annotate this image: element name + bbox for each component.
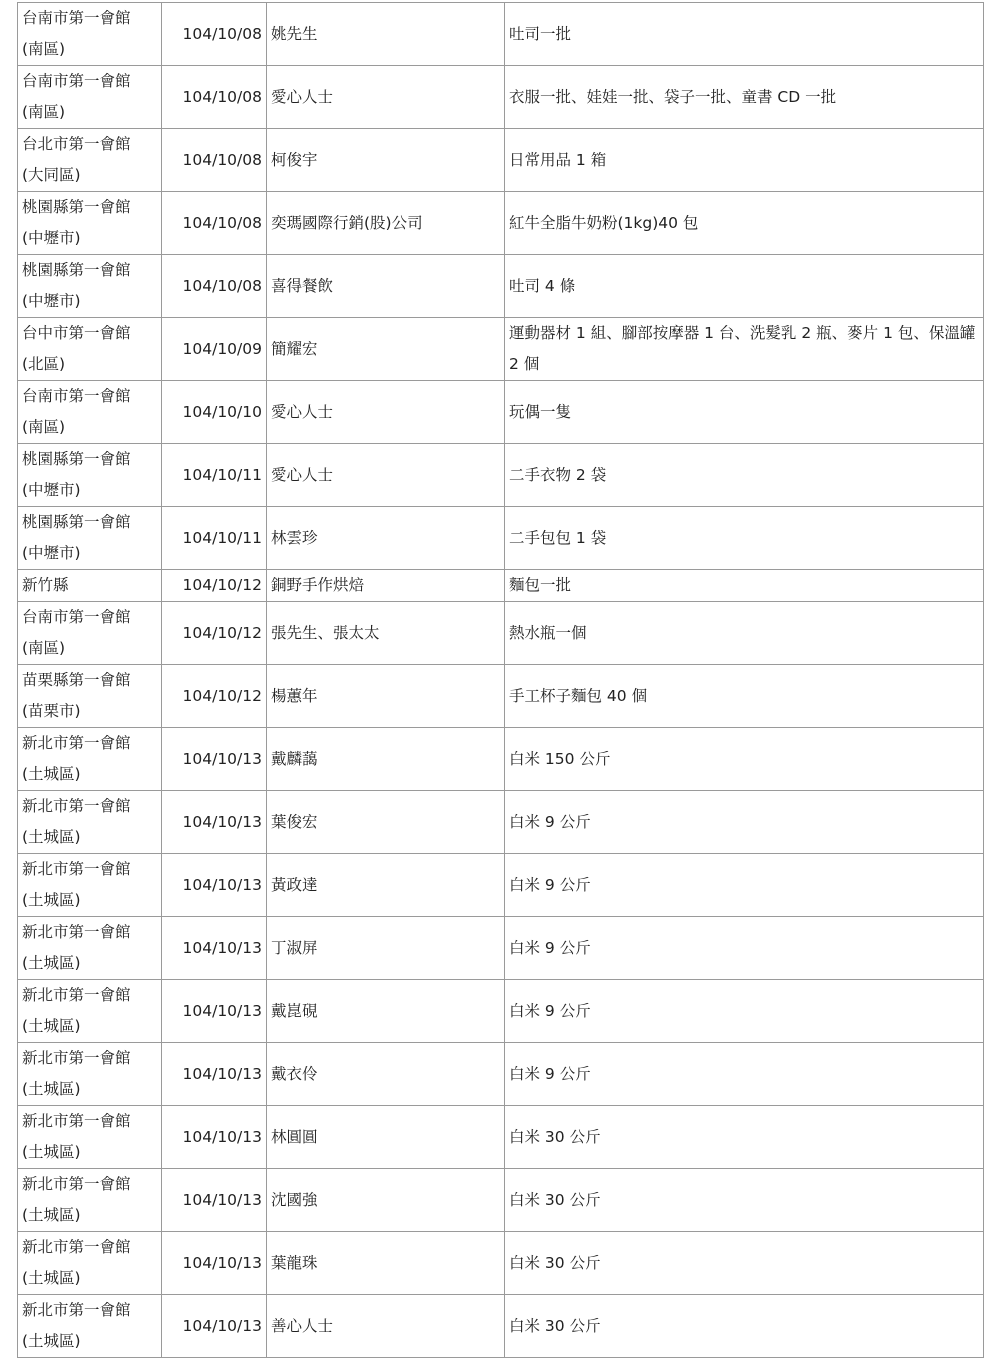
- location-line: 桃園縣第一會館: [22, 198, 131, 216]
- table-row: [18, 1232, 984, 1295]
- location-cell: [18, 602, 162, 665]
- date-cell: 104/10/12: [162, 602, 267, 665]
- location-line: (土城區): [22, 1080, 81, 1098]
- date-cell: 104/10/13: [162, 854, 267, 917]
- item-cell: 白米 30 公斤: [505, 1106, 984, 1169]
- location-cell: [18, 192, 162, 255]
- donor-cell: 姚先生: [267, 3, 505, 66]
- location-cell: [18, 570, 162, 602]
- location-line: 新北市第一會館: [22, 1301, 131, 1319]
- donor-cell: 戴衣伶: [267, 1043, 505, 1106]
- location-cell: [18, 1169, 162, 1232]
- donation-table: [17, 2, 984, 1358]
- item-cell: 麵包一批: [505, 570, 984, 602]
- table-row: [18, 444, 984, 507]
- item-cell: 白米 9 公斤: [505, 1043, 984, 1106]
- donor-cell: 黃政達: [267, 854, 505, 917]
- donor-cell: 戴麟藹: [267, 728, 505, 791]
- location-line: 台南市第一會館: [22, 387, 131, 405]
- table-row: [18, 255, 984, 318]
- location-line: (土城區): [22, 1269, 81, 1287]
- item-cell: 紅牛全脂牛奶粉(1kg)40 包: [505, 192, 984, 255]
- donor-cell: 愛心人士: [267, 381, 505, 444]
- location-line: 台中市第一會館: [22, 324, 131, 342]
- table-row: [18, 791, 984, 854]
- location-line: 台南市第一會館: [22, 72, 131, 90]
- item-cell: 運動器材 1 組、腳部按摩器 1 台、洗髮乳 2 瓶、麥片 1 包、保溫罐 2 個: [505, 318, 984, 381]
- donor-cell: 柯俊宇: [267, 129, 505, 192]
- donor-cell: 葉龍珠: [267, 1232, 505, 1295]
- date-cell: 104/10/13: [162, 917, 267, 980]
- donation-table-body: [18, 3, 984, 1358]
- location-cell: [18, 255, 162, 318]
- location-line: 新北市第一會館: [22, 1049, 131, 1067]
- location-line: (中壢市): [22, 544, 81, 562]
- table-row: [18, 318, 984, 381]
- location-cell: [18, 791, 162, 854]
- table-row: [18, 66, 984, 129]
- item-cell: 白米 30 公斤: [505, 1232, 984, 1295]
- item-cell: 吐司一批: [505, 3, 984, 66]
- item-cell: 熱水瓶一個: [505, 602, 984, 665]
- location-line: (中壢市): [22, 229, 81, 247]
- donor-cell: 葉俊宏: [267, 791, 505, 854]
- location-line: 新北市第一會館: [22, 797, 131, 815]
- date-cell: 104/10/13: [162, 980, 267, 1043]
- donor-cell: 楊蕙年: [267, 665, 505, 728]
- location-cell: [18, 854, 162, 917]
- item-cell: 日常用品 1 箱: [505, 129, 984, 192]
- donor-cell: 喜得餐飲: [267, 255, 505, 318]
- location-line: (土城區): [22, 954, 81, 972]
- date-cell: 104/10/08: [162, 66, 267, 129]
- item-cell: 白米 9 公斤: [505, 917, 984, 980]
- date-cell: 104/10/13: [162, 1043, 267, 1106]
- location-cell: [18, 665, 162, 728]
- date-cell: 104/10/11: [162, 507, 267, 570]
- table-row: [18, 728, 984, 791]
- table-row: [18, 3, 984, 66]
- date-cell: 104/10/08: [162, 3, 267, 66]
- donor-cell: 善心人士: [267, 1295, 505, 1358]
- item-cell: 吐司 4 條: [505, 255, 984, 318]
- donor-cell: 奕瑪國際行銷(股)公司: [267, 192, 505, 255]
- date-cell: 104/10/11: [162, 444, 267, 507]
- date-cell: 104/10/10: [162, 381, 267, 444]
- table-row: [18, 507, 984, 570]
- location-line: 台南市第一會館: [22, 9, 131, 27]
- date-cell: 104/10/08: [162, 255, 267, 318]
- donor-cell: 銅野手作烘焙: [267, 570, 505, 602]
- location-line: (大同區): [22, 166, 81, 184]
- location-line: (苗栗市): [22, 702, 81, 720]
- location-line: 新北市第一會館: [22, 1112, 131, 1130]
- item-cell: 白米 9 公斤: [505, 980, 984, 1043]
- date-cell: 104/10/13: [162, 1232, 267, 1295]
- item-cell: 白米 9 公斤: [505, 791, 984, 854]
- location-cell: [18, 1295, 162, 1358]
- location-line: 桃園縣第一會館: [22, 513, 131, 531]
- table-row: [18, 602, 984, 665]
- date-cell: 104/10/12: [162, 570, 267, 602]
- location-line: (土城區): [22, 1143, 81, 1161]
- location-cell: [18, 728, 162, 791]
- donor-cell: 張先生、張太太: [267, 602, 505, 665]
- location-line: (南區): [22, 40, 66, 58]
- date-cell: 104/10/13: [162, 1106, 267, 1169]
- table-row: [18, 854, 984, 917]
- location-cell: [18, 980, 162, 1043]
- location-line: 新北市第一會館: [22, 986, 131, 1004]
- location-line: 新北市第一會館: [22, 923, 131, 941]
- donor-cell: 戴崑硯: [267, 980, 505, 1043]
- location-cell: [18, 381, 162, 444]
- location-line: (土城區): [22, 765, 81, 783]
- location-line: 新北市第一會館: [22, 1175, 131, 1193]
- table-row: [18, 917, 984, 980]
- location-line: (土城區): [22, 891, 81, 909]
- table-row: [18, 192, 984, 255]
- donor-cell: 沈國強: [267, 1169, 505, 1232]
- location-line: (土城區): [22, 1206, 81, 1224]
- location-line: (土城區): [22, 1332, 81, 1350]
- location-line: (中壢市): [22, 292, 81, 310]
- location-line: 新北市第一會館: [22, 860, 131, 878]
- location-line: (中壢市): [22, 481, 81, 499]
- location-line: 台北市第一會館: [22, 135, 131, 153]
- location-line: 苗栗縣第一會館: [22, 671, 131, 689]
- location-cell: [18, 1232, 162, 1295]
- location-cell: [18, 3, 162, 66]
- location-cell: [18, 318, 162, 381]
- location-cell: [18, 1106, 162, 1169]
- item-cell: 玩偶一隻: [505, 381, 984, 444]
- location-line: 新北市第一會館: [22, 1238, 131, 1256]
- table-row: [18, 1295, 984, 1358]
- donor-cell: 林圓圓: [267, 1106, 505, 1169]
- date-cell: 104/10/13: [162, 791, 267, 854]
- location-line: 桃園縣第一會館: [22, 261, 131, 279]
- item-cell: 二手包包 1 袋: [505, 507, 984, 570]
- location-cell: [18, 1043, 162, 1106]
- donor-cell: 愛心人士: [267, 444, 505, 507]
- donor-cell: 愛心人士: [267, 66, 505, 129]
- donor-cell: 簡耀宏: [267, 318, 505, 381]
- date-cell: 104/10/13: [162, 1295, 267, 1358]
- location-line: (南區): [22, 418, 66, 436]
- location-line: 台南市第一會館: [22, 608, 131, 626]
- date-cell: 104/10/08: [162, 192, 267, 255]
- item-cell: 白米 9 公斤: [505, 854, 984, 917]
- table-row: [18, 1106, 984, 1169]
- location-cell: [18, 129, 162, 192]
- location-line: (南區): [22, 639, 66, 657]
- location-line: (土城區): [22, 1017, 81, 1035]
- location-line: 新北市第一會館: [22, 734, 131, 752]
- date-cell: 104/10/12: [162, 665, 267, 728]
- table-row: [18, 665, 984, 728]
- date-cell: 104/10/13: [162, 728, 267, 791]
- table-row: [18, 570, 984, 602]
- item-cell: 白米 30 公斤: [505, 1169, 984, 1232]
- location-line: (土城區): [22, 828, 81, 846]
- table-row: [18, 381, 984, 444]
- donor-cell: 丁淑屏: [267, 917, 505, 980]
- donor-cell: 林雲珍: [267, 507, 505, 570]
- item-cell: 手工杯子麵包 40 個: [505, 665, 984, 728]
- table-row: [18, 980, 984, 1043]
- location-line: (北區): [22, 355, 66, 373]
- location-cell: [18, 917, 162, 980]
- location-line: (南區): [22, 103, 66, 121]
- location-cell: [18, 507, 162, 570]
- location-line: 新竹縣: [22, 576, 69, 594]
- location-line: 桃園縣第一會館: [22, 450, 131, 468]
- item-cell: 白米 150 公斤: [505, 728, 984, 791]
- location-cell: [18, 444, 162, 507]
- item-cell: 白米 30 公斤: [505, 1295, 984, 1358]
- date-cell: 104/10/08: [162, 129, 267, 192]
- item-cell: 二手衣物 2 袋: [505, 444, 984, 507]
- date-cell: 104/10/13: [162, 1169, 267, 1232]
- item-cell: 衣服一批、娃娃一批、袋子一批、童書 CD 一批: [505, 66, 984, 129]
- location-cell: [18, 66, 162, 129]
- table-row: [18, 1043, 984, 1106]
- table-row: [18, 1169, 984, 1232]
- date-cell: 104/10/09: [162, 318, 267, 381]
- table-row: [18, 129, 984, 192]
